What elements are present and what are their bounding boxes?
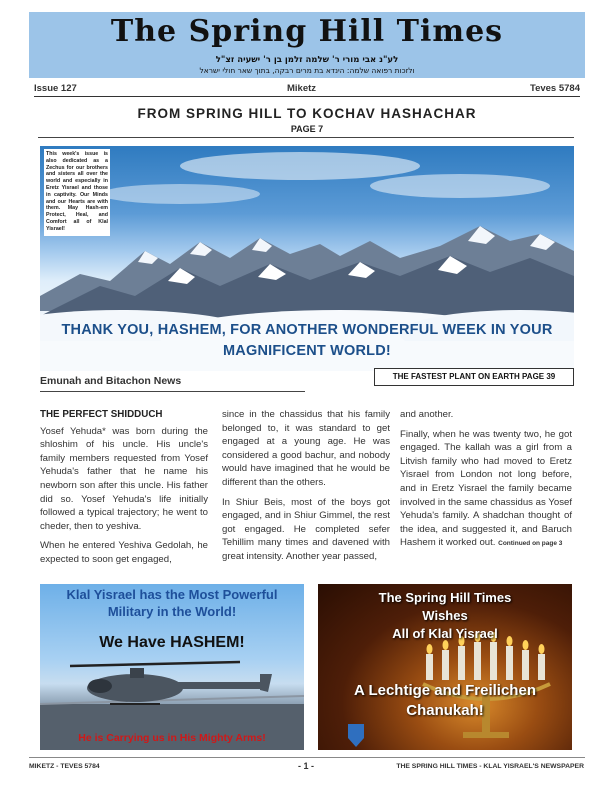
section-label: Emunah and Bitachon News (40, 375, 182, 387)
chanukah-ad-line-1: The Spring Hill Times (378, 590, 512, 605)
chanukah-ad-line-5: Chanukah! (406, 702, 484, 719)
military-ad-line-4: He is Carrying us in His Mighty Arms! (78, 732, 266, 744)
newspaper-title: The Spring Hill Times (110, 14, 504, 49)
page-number: - 1 - (297, 761, 314, 771)
issue-date: Teves 5784 (529, 83, 580, 94)
paragraph (400, 428, 572, 551)
chanukah-ad-line-3: All of Klal Yisrael (392, 626, 498, 641)
article-title: THE PERFECT SHIDDUCH (40, 409, 163, 420)
chanukah-ad-line-2: Wishes (422, 608, 468, 623)
hebrew-dedication-line-2: ולזכות רפואה שלמה: הינדא בת מרים רבקה, בתוך שאר חולי ישראל (199, 66, 415, 75)
chanukah-ad (318, 584, 572, 750)
hebrew-dedication-line-1: לע"נ אבי מורי ר' שלמה זלמן בן ר' ישעיה זצ"ל (215, 55, 399, 65)
page-label: PAGE 7 (290, 124, 324, 134)
continued-link[interactable]: Continued on page 3 (498, 540, 563, 548)
military-ad-line-1: Klal Yisrael has the Most Powerful (66, 587, 278, 602)
divider (40, 391, 305, 392)
divider (38, 137, 574, 138)
page-headline: FROM SPRING HILL TO KOCHAV HASHACHAR (137, 106, 477, 121)
masthead (29, 12, 585, 78)
article-column-3 (400, 408, 572, 557)
paragraph: Yosef Yehuda* was born during the shloshim of his uncle. His uncle's family members requested from Yosef Yehuda's father that he name his newborn son after this uncle. His father did so. Yosef Yehuda's life initially followed a typical trajectory; he went to cheder, then to yeshiva. (40, 425, 208, 532)
hero-caption: THANK YOU, HASHEM, FOR ANOTHER WONDERFUL WEEK IN YOUR MAGNIFICENT WORLD! (61, 322, 553, 359)
military-ad-line-2: Military in the World! (107, 604, 237, 619)
issue-bar (34, 82, 580, 97)
dedication-box: This week's issue is also dedicated as a Zechus for our brothers and sisters all over the world and especially in Eretz Yisrael and those in captivity. Our Minds and our Hearts are with them. May Hash-em Protect, Heal, and Comfort all of Klal Yisrael! (44, 149, 110, 236)
fastest-plant-teaser[interactable]: THE FASTEST PLANT ON EARTH PAGE 39 (374, 368, 574, 386)
paragraph: When he entered Yeshiva Gedolah, he expected to soon get engaged, (40, 540, 208, 565)
military-ad (40, 584, 304, 750)
chanukah-ad-line-4: A Lechtige and Freilichen (354, 682, 536, 699)
military-ad-line-3: We Have HASHEM! (99, 634, 245, 651)
issue-number: Issue 127 (34, 83, 77, 94)
paragraph: since in the chassidus that his family belonged to, it was standard to get engaged at a young age. He was considered a good bachur, and nobody would have imagined that he would be different than the others. (222, 409, 390, 488)
paragraph: and another. (400, 409, 454, 420)
paragraph: In Shiur Beis, most of the boys got engaged, and in Shiur Gimmel, the rest got engaged. He completed sefer Tehillim many times and davened with great intensity. Another year passed, (222, 496, 390, 562)
parsha-name: Miketz (287, 83, 317, 94)
footer-right: THE SPRING HILL TIMES - KLAL YISRAEL'S NEWSPAPER (396, 763, 584, 770)
article-column-2 (222, 408, 390, 570)
footer-left: MIKETZ - TEVES 5784 (29, 763, 100, 770)
paragraph-text: Finally, when he was twenty two, he got engaged. The kallah was a girl from a Litvish family who had moved to Eretz Yisrael from London not long before, and in Eretz Yisrael the family became involved in the same chassidus as Yosef Yehuda's family. A shadchan thought of the idea, and suggested it, and Baruch Hashem it worked out. (400, 428, 572, 549)
article-column-1 (40, 408, 208, 573)
divider (29, 757, 585, 758)
